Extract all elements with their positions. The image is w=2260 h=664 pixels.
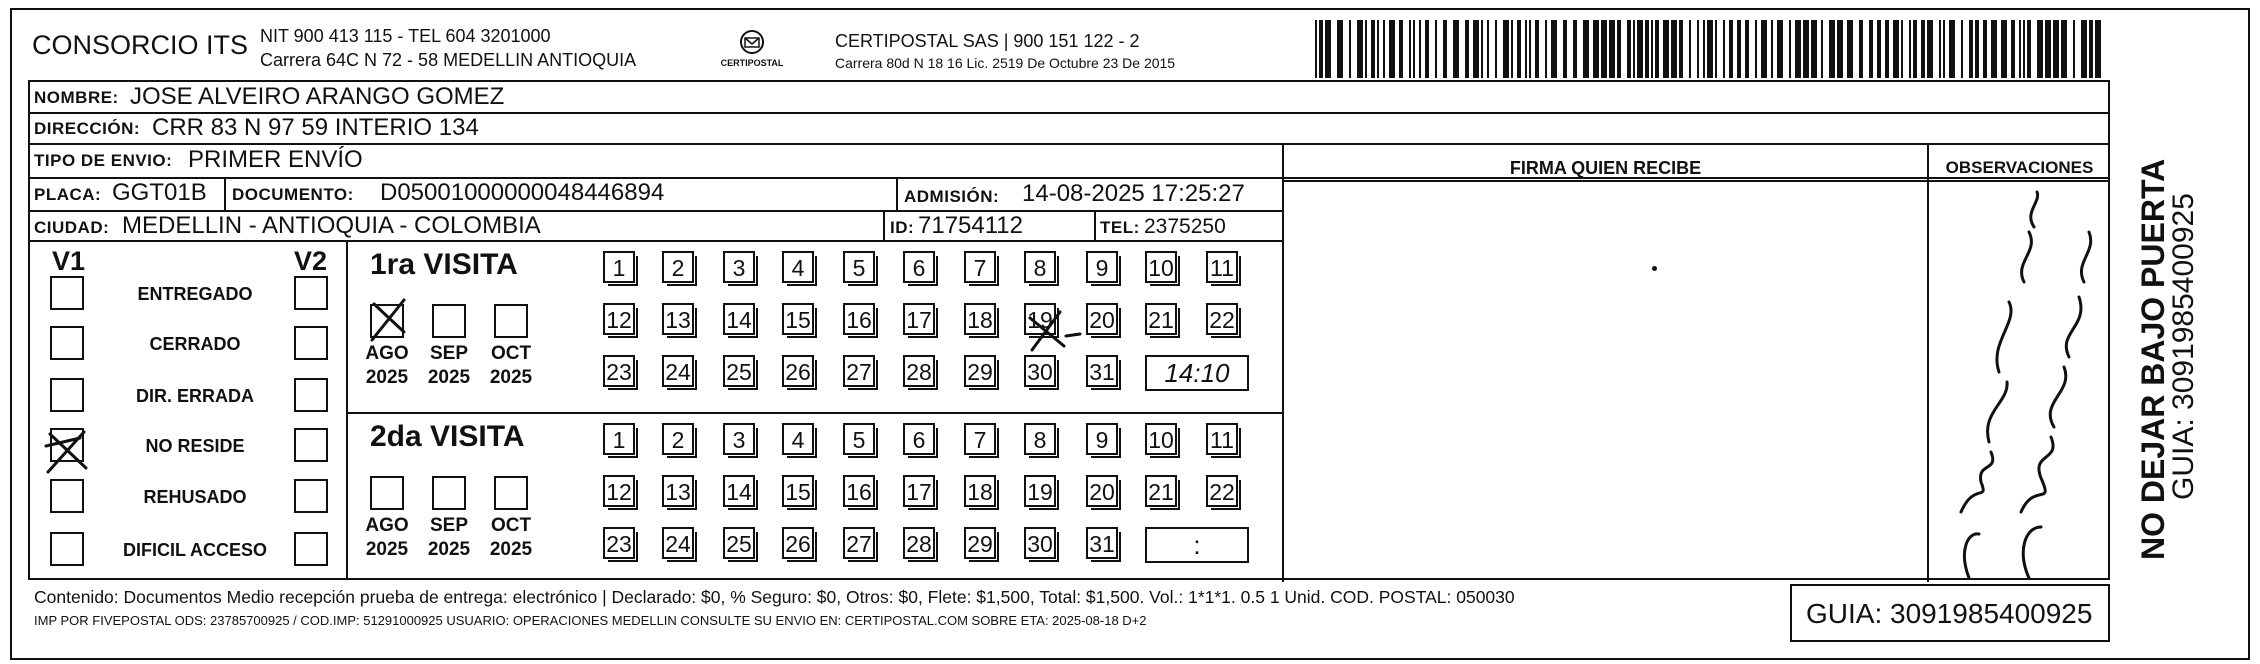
barcode-bar [2073,20,2075,78]
visit-1-day-box[interactable]: 25 [723,355,755,387]
visit-1-time-box[interactable]: 14:10 [1145,355,1249,391]
visit-1-day-box[interactable]: 30 [1024,355,1056,387]
barcode-bar [1745,20,1749,78]
barcode-bar [1707,20,1713,78]
visit-2-day-box[interactable]: 27 [843,527,875,559]
barcode-bar [1383,20,1385,78]
barcode-bar [2053,20,2059,78]
visit-2-day-box[interactable]: 5 [843,423,875,455]
visit-1-day-box[interactable]: 28 [903,355,935,387]
visit-1-month-label: SEP [429,343,469,364]
barcode-bar [1737,20,1741,78]
barcode-bar [1755,20,1757,78]
barcode-bar [1337,20,1343,78]
barcode-bar [1319,20,1323,78]
visit-2-month-checkbox-ago[interactable] [370,476,404,510]
visit-2-day-box[interactable]: 24 [662,527,694,559]
tel-label: TEL: [1100,218,1140,237]
no-reside-check-mark [44,428,94,476]
v2-checkbox-no-reside[interactable] [294,428,328,462]
barcode-bar [1821,20,1823,78]
v2-header: V2 [294,246,328,276]
barcode-bar [1573,20,1577,78]
visit-1-day-box[interactable]: 15 [782,303,814,335]
barcode-bar [1593,20,1599,78]
barcode-bar [1535,20,1539,78]
barcode-bar [1371,20,1375,78]
direccion-value: CRR 83 N 97 59 INTERIO 134 [152,114,479,141]
barcode-bar [2019,20,2021,78]
barcode-bar [1503,20,1509,78]
visit-1-day-box[interactable]: 17 [903,303,935,335]
barcode-bar [1991,20,1997,78]
visit-2-day-box[interactable]: 4 [782,423,814,455]
barcode-bar [1715,20,1717,78]
barcode-bar [1703,20,1705,78]
ciudad-label: CIUDAD: [34,218,110,237]
visit-2-day-box[interactable]: 7 [964,423,996,455]
tipo-envio-label: TIPO DE ENVIO: [34,151,173,170]
barcode-bar [1777,20,1783,78]
status-label-rehusado: REHUSADO [143,487,247,507]
visit-2-day-box[interactable]: 30 [1024,527,1056,559]
visit-2-day-box[interactable]: 18 [964,475,996,507]
visit-1-year-label: 2025 [489,367,533,388]
logo-text: CERTIPOSTAL [720,58,784,68]
status-label-dir-errada: DIR. ERRADA [135,386,254,406]
barcode-bar [2089,20,2093,78]
visit-1-day-box[interactable]: 16 [843,303,875,335]
barcode-bar [1315,20,1317,78]
barcode-bar [1761,20,1767,78]
barcode-bar [1435,20,1437,78]
visit-1-day-box[interactable]: 9 [1086,251,1118,283]
visit-2-day-box[interactable]: 11 [1206,423,1238,455]
tel-value: 2375250 [1144,215,1226,238]
barcode-bar [1609,20,1615,78]
barcode-bar [1419,20,1421,78]
company-nit-line: NIT 900 413 115 - TEL 604 3201000 [260,26,551,46]
barcode-bar [1901,20,1903,78]
barcode-bar [1545,20,1547,78]
barcode-bar [1939,20,1941,78]
barcode-bar [1975,20,1979,78]
barcode-bar [1583,20,1589,78]
barcode-bar [1803,20,1809,78]
visit-1-day-box[interactable]: 19 [1024,303,1056,335]
barcode-bar [1689,20,1691,78]
barcode-bar [2001,20,2007,78]
barcode-bar [1627,20,1631,78]
company-name: CONSORCIO ITS [32,30,249,60]
barcode-bar [2027,20,2031,78]
barcode-bar [1413,20,1415,78]
visit-2-day-box[interactable]: 16 [843,475,875,507]
visit-2-day-box[interactable]: 10 [1145,423,1177,455]
barcode-bar [1927,20,1933,78]
barcode-bar [1837,20,1843,78]
barcode-bar [1495,20,1497,78]
documento-label: DOCUMENTO: [232,185,354,204]
placa-value: GGT01B [112,179,207,206]
documento-value: D05001000000048446894 [380,179,665,206]
visit-1-day-box[interactable]: 6 [903,251,935,283]
barcode-bar [1723,20,1725,78]
nombre-value: JOSE ALVEIRO ARANGO GOMEZ [130,83,505,110]
visit-1-day-box[interactable]: 18 [964,303,996,335]
barcode-bar [1671,20,1677,78]
visit-1-day-box[interactable]: 11 [1206,251,1238,283]
barcode-bar [1511,20,1513,78]
barcode-bar [1921,20,1925,78]
visit-2-day-box[interactable]: 29 [964,527,996,559]
visit-2-day-box[interactable]: 2 [662,423,694,455]
barcode-bar [1663,20,1669,78]
visit-2-day-box[interactable]: 1 [603,423,635,455]
visit-1-day-box[interactable]: 22 [1206,303,1238,335]
barcode-bar [1473,20,1479,78]
handwritten-observations [1929,182,2109,580]
visit-1-day-box[interactable]: 3 [723,251,755,283]
visit-2-year-label: 2025 [427,539,471,560]
visit-2-day-box[interactable]: 26 [782,527,814,559]
guia-side: GUIA: 3091985400925 [2167,193,2200,500]
visit-2-day-box[interactable]: 25 [723,527,755,559]
visit-1-day-box[interactable]: 8 [1024,251,1056,283]
ciudad-value: MEDELLIN - ANTIOQUIA - COLOMBIA [122,212,541,239]
barcode-bar [1909,20,1911,78]
barcode-bar [1949,20,1955,78]
barcode-bar [1453,20,1459,78]
barcode-bar [2011,20,2015,78]
barcode-bar [2081,20,2087,78]
visit-2-month-label: OCT [490,515,532,536]
barcode-bar [1847,20,1853,78]
status-label-dificil-acceso: DIFICIL ACCESO [122,540,267,560]
barcode-bar [1563,20,1567,78]
id-value: 71754112 [918,212,1023,239]
visit-2-month-label: AGO [365,515,409,536]
visit-2-day-box[interactable]: 28 [903,527,935,559]
barcode-bar [1443,20,1447,78]
barcode-bar [1377,20,1379,78]
visit-1-day-box[interactable]: 7 [964,251,996,283]
visit-1-day-box[interactable]: 24 [662,355,694,387]
barcode-bar [1651,20,1653,78]
visit-1-day-box[interactable]: 14 [723,303,755,335]
visit-1-day-box[interactable]: 2 [662,251,694,283]
barcode-bar [1893,20,1899,78]
barcode-bar [1487,20,1489,78]
barcode-bar [1425,20,1429,78]
tipo-envio-value: PRIMER ENVÍO [188,146,363,173]
visit-2-title: 2da VISITA [370,420,525,453]
visit-1-title: 1ra VISITA [370,248,518,281]
visit-2-day-box[interactable]: 17 [903,475,935,507]
barcode-bar [1349,20,1351,78]
barcode-bar [1969,20,1973,78]
barcode-bar [1399,20,1403,78]
barcode-bar [1645,20,1649,78]
visit-1-day-box[interactable]: 26 [782,355,814,387]
barcode-bar [1551,20,1557,78]
visit-1-day-box[interactable]: 10 [1145,251,1177,283]
barcode-bar [1633,20,1635,78]
barcode-bar [2023,20,2025,78]
visit-2-day-box[interactable]: 23 [603,527,635,559]
no-dejar-bajo-puerta: NO DEJAR BAJO PUERTA [2135,158,2171,560]
visit-1-day-box[interactable]: 21 [1145,303,1177,335]
barcode-bar [1525,20,1527,78]
barcode-bar [1637,20,1643,78]
visit-2-month-checkbox-sep[interactable] [432,476,466,510]
visit-2-year-label: 2025 [489,539,533,560]
barcode-bar [1357,20,1363,78]
visit-1-day-box[interactable]: 13 [662,303,694,335]
v2-checkbox-dificil-acceso[interactable] [294,532,328,566]
barcode-bar [1771,20,1773,78]
courier-nit-line: CERTIPOSTAL SAS | 900 151 122 - 2 [835,31,1140,51]
visit-2-day-box[interactable]: 12 [603,475,635,507]
barcode-bar [1679,20,1683,78]
barcode-bar [1697,20,1699,78]
barcode-bar [1389,20,1395,78]
barcode-bar [1409,20,1411,78]
barcode-bar [1795,20,1801,78]
visit-1-day-box[interactable]: 27 [843,355,875,387]
barcode-bar [1789,20,1791,78]
firma-header: FIRMA QUIEN RECIBE [1509,158,1702,178]
barcode-bar [1983,20,1987,78]
barcode-bar [1365,20,1367,78]
v1-header: V1 [52,246,86,276]
barcode-bar [1885,20,1889,78]
visit-2-day-box[interactable]: 22 [1206,475,1238,507]
visit-2-month-label: SEP [429,515,469,536]
visit-1-day-box[interactable]: 31 [1086,355,1118,387]
visit-1-year-label: 2025 [365,367,409,388]
visit-1-day-box[interactable]: 20 [1086,303,1118,335]
barcode-bar [2095,20,2101,78]
barcode-bar [1517,20,1521,78]
visit-1-day-box[interactable]: 4 [782,251,814,283]
status-label-cerrado: CERRADO [149,334,241,354]
barcode-bar [1481,20,1483,78]
guia-footer: GUIA: 3091985400925 [1806,598,2093,629]
signature-dot [1652,266,1657,271]
company-address-line: Carrera 64C N 72 - 58 MEDELLIN ANTIOQUIA [260,50,637,70]
visit-1-day-box[interactable]: 5 [843,251,875,283]
barcode-bar [1325,20,1331,78]
v1-checkbox-rehusado[interactable] [50,479,84,513]
visit-2-day-box[interactable]: 13 [662,475,694,507]
barcode-bar [2037,20,2043,78]
barcode-bar [2045,20,2051,78]
barcode-bar [2061,20,2067,78]
visit-2-month-checkbox-oct[interactable] [494,476,528,510]
admision-label: ADMISIÓN: [904,187,1000,206]
visit-2-time-box[interactable]: : [1145,527,1249,563]
handwritten-marks [0,0,1282,420]
visit-2-year-label: 2025 [365,539,409,560]
visit-2-day-box[interactable]: 9 [1086,423,1118,455]
visit-1-month-label: AGO [365,343,409,364]
visit-2-day-box[interactable]: 14 [723,475,755,507]
nombre-label: NOMBRE: [34,88,119,107]
visit-1-year-label: 2025 [427,367,471,388]
placa-label: PLACA: [34,185,102,204]
visit-2-day-box[interactable]: 31 [1086,527,1118,559]
barcode-bar [1529,20,1531,78]
barcode-bar [1829,20,1835,78]
status-label-no-reside: NO RESIDE [145,436,245,456]
barcode-bar [1877,20,1881,78]
visit-2-day-box[interactable]: 6 [903,423,935,455]
visit-2-day-box[interactable]: 21 [1145,475,1177,507]
barcode-bar [1729,20,1733,78]
status-label-entregado: ENTREGADO [137,284,253,304]
visit-1-day-box[interactable]: 23 [603,355,635,387]
direccion-label: DIRECCIÓN: [34,119,141,138]
visit-2-day-box[interactable]: 20 [1086,475,1118,507]
barcode [1315,20,2105,78]
id-label: ID: [890,218,915,237]
visit-2-day-box[interactable]: 15 [782,475,814,507]
barcode-bar [1617,20,1621,78]
barcode-bar [1601,20,1607,78]
admision-value: 14-08-2025 17:25:27 [1022,180,1245,207]
barcode-bar [1869,20,1873,78]
visit-1-day-box[interactable]: 1 [603,251,635,283]
barcode-bar [1811,20,1817,78]
observaciones-header: OBSERVACIONES [1945,158,2094,177]
visit-1-day-box[interactable]: 12 [603,303,635,335]
barcode-bar [1859,20,1863,78]
courier-license-line: Carrera 80d N 18 16 Lic. 2519 De Octubre 23 De 2015 [835,55,1176,71]
barcode-bar [1655,20,1659,78]
contenido-line: Contenido: Documentos Medio recepción prueba de entrega: electrónico | Declarado: $0, % Seguro: $0, Otros: $0, Flete: $1,500, Total: $1,500. Vol.: 1*1*1. 0.5 1 Unid. COD. POSTAL: 050030 [34,587,1515,607]
visit-2-day-box[interactable]: 3 [723,423,755,455]
barcode-bar [1465,20,1469,78]
barcode-bar [1961,20,1963,78]
visit-2-day-box[interactable]: 8 [1024,423,1056,455]
v2-checkbox-rehusado[interactable] [294,479,328,513]
imp-line: IMP POR FIVEPOSTAL ODS: 23785700925 / COD.IMP: 51291000925 USUARIO: OPERACIONES MEDELLIN CONSULTE SU ENVIO EN: CERTIPOSTAL.COM SOBRE ETA: 2025-08-18 D+2 [34,613,1147,628]
visit-1-month-label: OCT [490,343,532,364]
barcode-bar [1943,20,1945,78]
v1-checkbox-dificil-acceso[interactable] [50,532,84,566]
barcode-bar [1913,20,1917,78]
visit-1-day-box[interactable]: 29 [964,355,996,387]
visit-2-day-box[interactable]: 19 [1024,475,1056,507]
